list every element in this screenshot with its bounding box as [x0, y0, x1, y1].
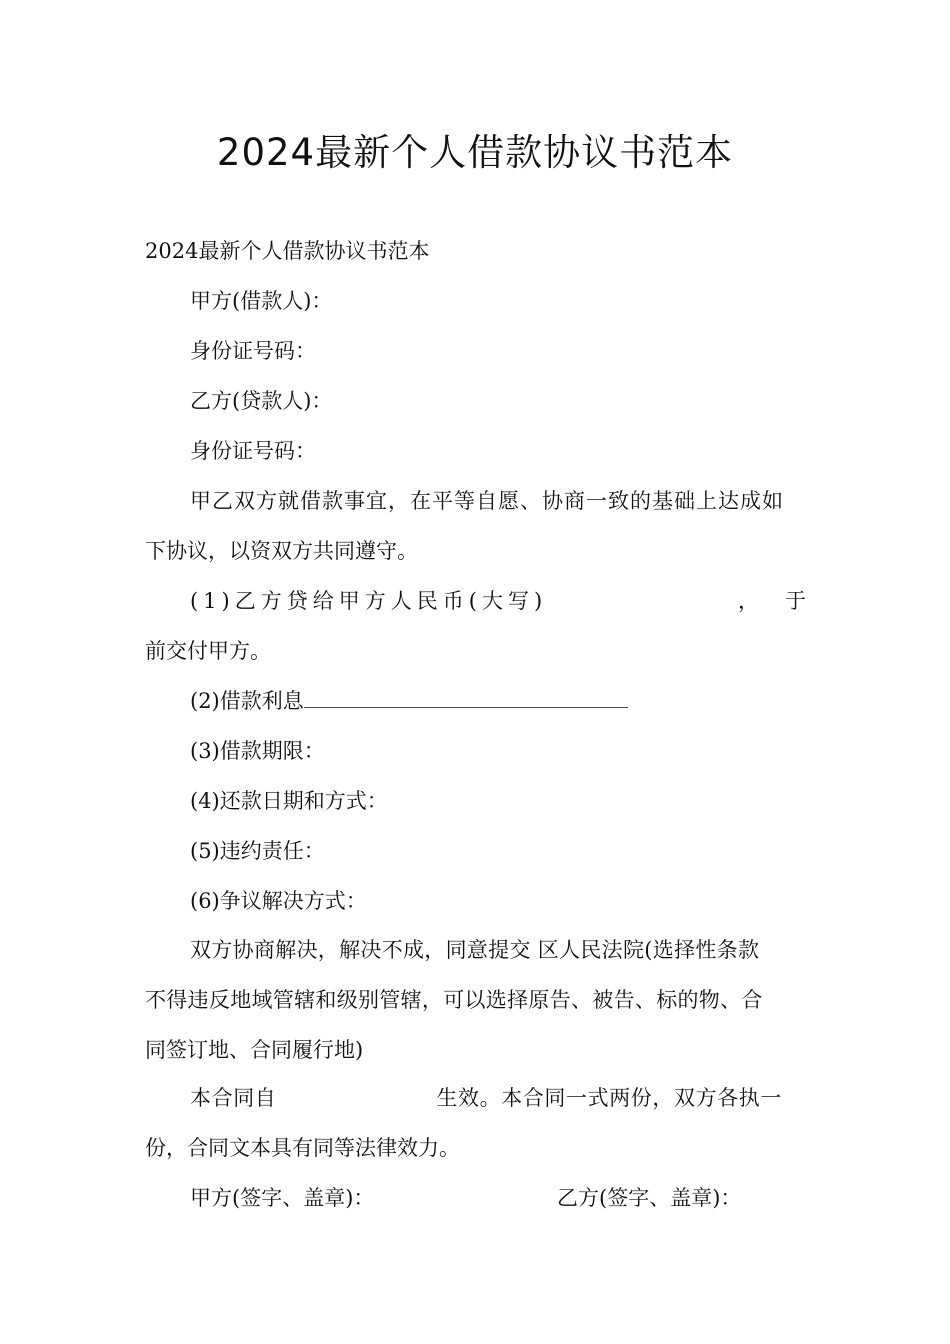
dispute-line-2: 不得违反地域管辖和级别管辖，可以选择原告、被告、标的物、合: [145, 988, 763, 1012]
clause-1-tail: [738, 586, 806, 616]
effect-text-1: 本合同自: [190, 1086, 277, 1110]
interest-blank-line: [304, 687, 628, 708]
clause-1-comma: ，: [738, 589, 759, 613]
intro-paragraph-line-2: 下协议，以资双方共同遵守。: [145, 539, 418, 563]
clause-2: [190, 686, 628, 716]
party-a-id-label: 身份证号码：: [190, 339, 316, 363]
dispute-line-3: 同签订地、合同履行地): [145, 1038, 364, 1062]
party-b-id-label: 身份证号码：: [190, 439, 316, 463]
clause-1-line-1: [190, 586, 806, 616]
dispute-line-1: 双方协商解决，解决不成，同意提交 区人民法院(选择性条款: [190, 938, 760, 962]
effect-line-2: 份，合同文本具有同等法律效力。: [145, 1136, 460, 1160]
clause-6: (6)争议解决方式：: [190, 889, 367, 913]
party-b-label: 乙方(贷款人)：: [190, 389, 333, 413]
effect-text-2: 生效。本合同一式两份，双方各执一: [436, 1086, 783, 1110]
clause-2-label: (2)借款利息: [190, 689, 304, 713]
signature-party-a: 甲方(签字、盖章)：: [190, 1186, 375, 1210]
party-a-label: 甲方(借款人)：: [190, 289, 333, 313]
clause-5: (5)违约责任：: [190, 839, 325, 863]
document-title: 2024最新个人借款协议书范本: [216, 131, 734, 174]
clause-1-line-2: 前交付甲方。: [145, 639, 271, 663]
intro-paragraph-line-1: 甲乙双方就借款事宜，在平等自愿、协商一致的基础上达成如: [190, 489, 784, 513]
signature-party-b: 乙方(签字、盖章)：: [557, 1186, 742, 1210]
clause-4: (4)还款日期和方式：: [190, 789, 388, 813]
clause-1-yu: 于: [785, 589, 806, 613]
document-subtitle: 2024最新个人借款协议书范本: [145, 239, 430, 263]
clause-1-text: (1)乙方贷给甲方人民币(大写): [190, 589, 548, 613]
effect-line-1: [190, 1083, 782, 1113]
clause-3: (3)借款期限：: [190, 739, 325, 763]
